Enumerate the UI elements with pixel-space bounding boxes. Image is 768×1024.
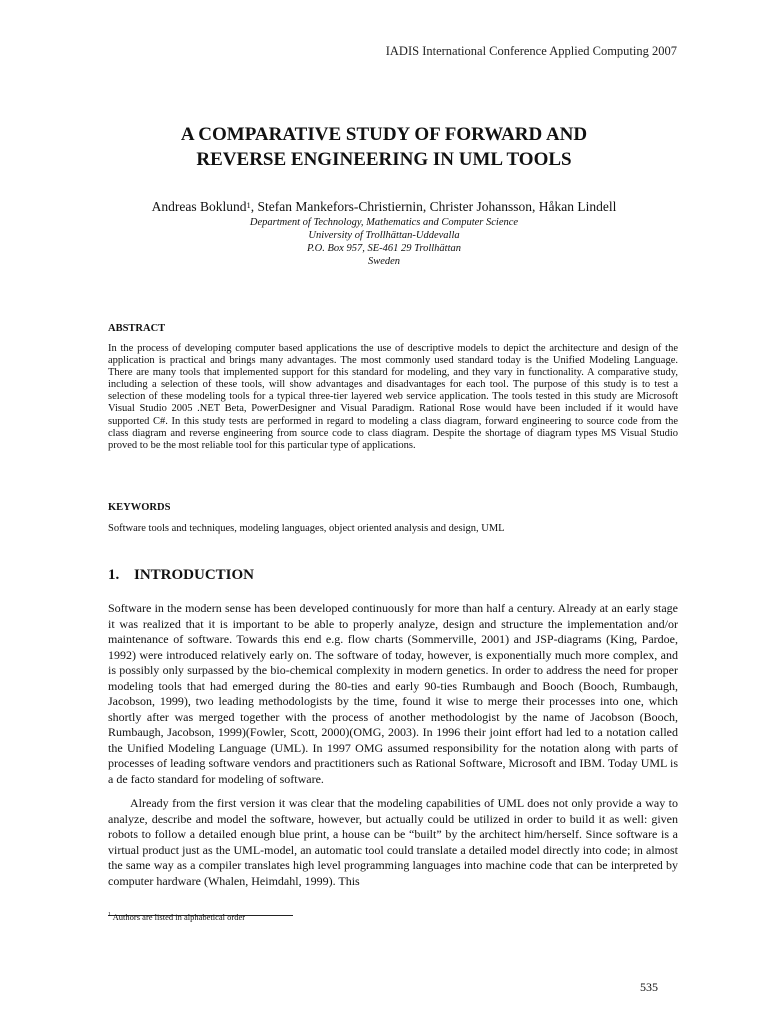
- keywords-text: Software tools and techniques, modeling languages, object oriented analysis and design, UML: [108, 523, 505, 534]
- affiliation-university: University of Trollhättan-Uddevalla: [308, 230, 460, 241]
- footnote-text: Authors are listed in alphabetical order: [111, 911, 246, 922]
- running-head: IADIS International Conference Applied Computing 2007: [385, 44, 677, 58]
- section-number: 1.: [108, 567, 120, 583]
- abstract-text: In the process of developing computer based applications the use of descriptive models to depict the architecture and design of the application is practical and brings many advantages. The most commonly used standard today is the Unified Modeling Language. There are many tools that implemented support for this standard for modeling, and they vary in functionality. A comparative study, including a selection of these tools, will show advantages and disadvantages for each tool. The purpose of this study is to test a selection of these modeling tools for a typical three-tier layered web service application. The tools tested in this study are Microsoft Visual Studio 2005 .NET Beta, PowerDesigner and Visual Paradigm. Rational Rose would have been included if it would have supported C#. In this study tests are performed in regard to modeling a class diagram, forward engineering to source code from the class diagram and reverse engineering from source code to class diagram. Despite the shortage of diagram types MS Visual Studio proved to be the most reliable tool for this particular type of applications.: [108, 343, 678, 451]
- author-list: [0, 198, 768, 216]
- footnote: [108, 910, 245, 922]
- affiliation-address: P.O. Box 957, SE-461 29 Trollhättan: [306, 243, 461, 254]
- first-author: Andreas Boklund: [151, 199, 247, 214]
- title-line-2: REVERSE ENGINEERING IN UML TOOLS: [196, 149, 572, 170]
- affiliation-block: [0, 216, 768, 268]
- other-authors: , Stefan Mankefors-Christiernin, Christer Johansson, Håkan Lindell: [250, 199, 617, 214]
- page-number: 535: [640, 980, 658, 994]
- paper-title: [0, 122, 768, 172]
- section-title: INTRODUCTION: [134, 567, 255, 583]
- affiliation-department: Department of Technology, Mathematics and Computer Science: [249, 217, 519, 228]
- title-line-1: A COMPARATIVE STUDY OF FORWARD AND: [180, 124, 588, 145]
- intro-paragraph-2: Already from the first version it was clear that the modeling capabilities of UML does not only provide a way to analyze, describe and model the software, however, but actually could be utilized in order to build it as well: given robots to follow a detailed enough blue print, a house can be “built” by the architect him/herself. Since software is a virtual product just as the UML-model, an automatic tool could translate a detailed model directly into code; in almost the same way as a compiler translates high level programming languages into machine code that can be interpreted by computer hardware (Whalen, Heimdahl, 1999). This: [108, 796, 678, 888]
- intro-paragraph-1: Software in the modern sense has been developed continuously for more than half a century. Already at an early stage it was realized that it is important to be able to properly analyze, design and structure the implementation and/or maintenance of software. Towards this end e.g. flow charts (Sommerville, 2001) and JSP-diagrams (King, Pardoe, 1992) were introduced relatively early on. The software of today, however, is exponentially much more complex, and is possibly only surpassed by the bio-chemical complexity in modern genetics. In order to address the need for proper modeling tools that had emerged during the 80-ties and early 90-ties Rumbaugh and Booch (Booch, Rumbaugh, Jacobson, 1999), two leading methodologists by the time, found it wise to merge their processes into one, which shortly after was merged together with the process of another methodologist by the name of Jacobson (Booch, Rumbaugh, Jacobson, 1999)(Fowler, Scott, 2000)(OMG, 2003). In 1996 their joint effort had led to a notation called the Unified Modeling Language (UML). In 1997 OMG assumed responsibility for the notation along with parts of processes of leading software vendors and practitioners such as Rational Software, Microsoft and IBM. Today UML is a de facto standard for modeling of software.: [108, 601, 678, 786]
- abstract-heading: ABSTRACT: [108, 323, 166, 334]
- keywords-heading: KEYWORDS: [108, 502, 171, 513]
- section-heading-introduction: [108, 567, 254, 584]
- footnote-mark: 1: [108, 912, 111, 918]
- affiliation-country: Sweden: [367, 256, 401, 267]
- author-footnote-mark: 1: [246, 200, 251, 210]
